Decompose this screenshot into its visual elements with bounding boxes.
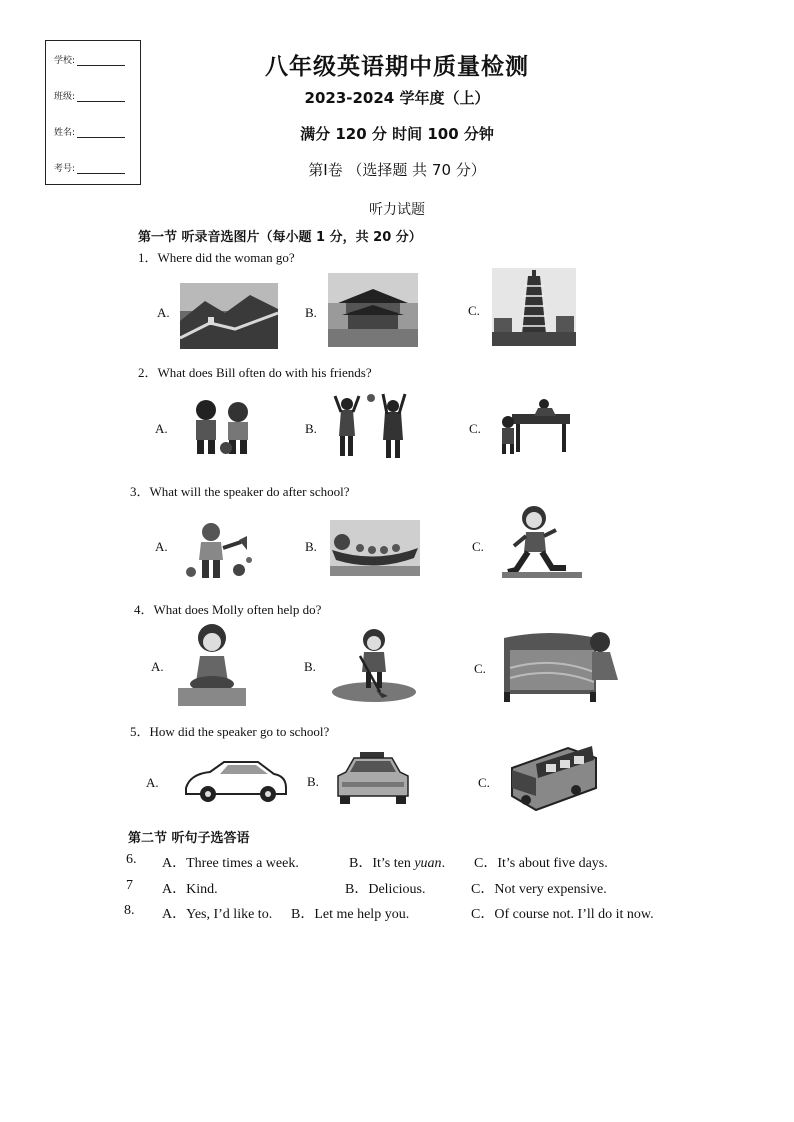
section2-heading: 第二节 听句子选答语 bbox=[128, 831, 250, 846]
palace-photo bbox=[328, 273, 418, 347]
girl-making-bed-picture bbox=[500, 628, 628, 702]
q1-option-a-label[interactable]: A. bbox=[157, 305, 170, 320]
q7-option-b[interactable]: B．Delicious. bbox=[345, 882, 426, 897]
q6-number: 6. bbox=[126, 852, 137, 867]
q3-option-c-label[interactable]: C. bbox=[472, 539, 484, 554]
volleyball-players-picture bbox=[333, 392, 413, 460]
q3-option-a-label[interactable]: A. bbox=[155, 539, 168, 554]
q6-option-c[interactable]: C．It’s about five days. bbox=[474, 856, 608, 871]
question-4: 4．What does Molly often help do? bbox=[134, 602, 322, 617]
q4-option-b-label[interactable]: B. bbox=[304, 659, 316, 674]
q5-option-b-label[interactable]: B. bbox=[307, 774, 319, 789]
q7-option-a[interactable]: A．Kind. bbox=[162, 882, 218, 897]
q8-option-b[interactable]: B．Let me help you. bbox=[291, 907, 410, 922]
q3-option-b-label[interactable]: B. bbox=[305, 539, 317, 554]
class-field[interactable]: 班级: bbox=[54, 89, 125, 102]
ping-pong-picture bbox=[498, 398, 574, 456]
q5-option-c-label[interactable]: C. bbox=[478, 775, 490, 790]
q2-option-a-label[interactable]: A. bbox=[155, 421, 168, 436]
girl-washing-picture bbox=[178, 622, 246, 706]
exam-title: 八年级英语期中质量检测 bbox=[265, 54, 529, 80]
car-picture bbox=[180, 756, 290, 804]
school-year: 2023-2024 学年度（上） bbox=[304, 89, 490, 107]
pagoda-photo bbox=[492, 268, 576, 346]
taxi-picture bbox=[332, 750, 414, 808]
listening-heading: 听力试题 bbox=[369, 202, 425, 218]
running-girl-picture bbox=[500, 502, 584, 582]
q4-option-a-label[interactable]: A. bbox=[151, 659, 164, 674]
score-and-time: 满分 120 分 时间 100 分钟 bbox=[300, 125, 494, 143]
name-field[interactable]: 姓名: bbox=[54, 125, 125, 138]
question-2: 2．What does Bill often do with his friends? bbox=[138, 365, 372, 380]
watering-flowers-picture bbox=[183, 520, 255, 582]
q2-option-c-label[interactable]: C. bbox=[469, 421, 481, 436]
section1-heading: 第一节 听录音选图片（每小题 1 分，共 20 分） bbox=[138, 230, 422, 245]
exam-number-field[interactable]: 考号: bbox=[54, 161, 125, 174]
question-3: 3．What will the speaker do after school? bbox=[130, 484, 350, 499]
q5-option-a-label[interactable]: A. bbox=[146, 775, 159, 790]
q4-option-c-label[interactable]: C. bbox=[474, 661, 486, 676]
q8-option-c[interactable]: C．Of course not. I’ll do it now. bbox=[471, 907, 654, 922]
bus-picture bbox=[506, 746, 598, 812]
q2-option-b-label[interactable]: B. bbox=[305, 421, 317, 436]
basketball-kids-picture bbox=[188, 398, 262, 458]
question-1: 1．Where did the woman go? bbox=[138, 250, 295, 265]
volume-heading: 第Ⅰ卷 （选择题 共 70 分） bbox=[308, 161, 486, 179]
q7-option-c[interactable]: C．Not very expensive. bbox=[471, 882, 607, 897]
q6-option-b[interactable]: B．It’s ten yuan. bbox=[349, 856, 446, 871]
girl-sweeping-picture bbox=[330, 626, 418, 704]
dragon-boat-picture bbox=[330, 520, 420, 576]
q7-number: 7 bbox=[126, 878, 133, 893]
q1-option-b-label[interactable]: B. bbox=[305, 305, 317, 320]
q6-option-a[interactable]: A．Three times a week. bbox=[162, 856, 299, 871]
school-field[interactable]: 学校: bbox=[54, 53, 125, 66]
q1-option-c-label[interactable]: C. bbox=[468, 303, 480, 318]
great-wall-photo bbox=[180, 283, 278, 349]
q8-option-a[interactable]: A．Yes, I’d like to. bbox=[162, 907, 273, 922]
q8-number: 8. bbox=[124, 903, 135, 918]
question-5: 5．How did the speaker go to school? bbox=[130, 724, 330, 739]
